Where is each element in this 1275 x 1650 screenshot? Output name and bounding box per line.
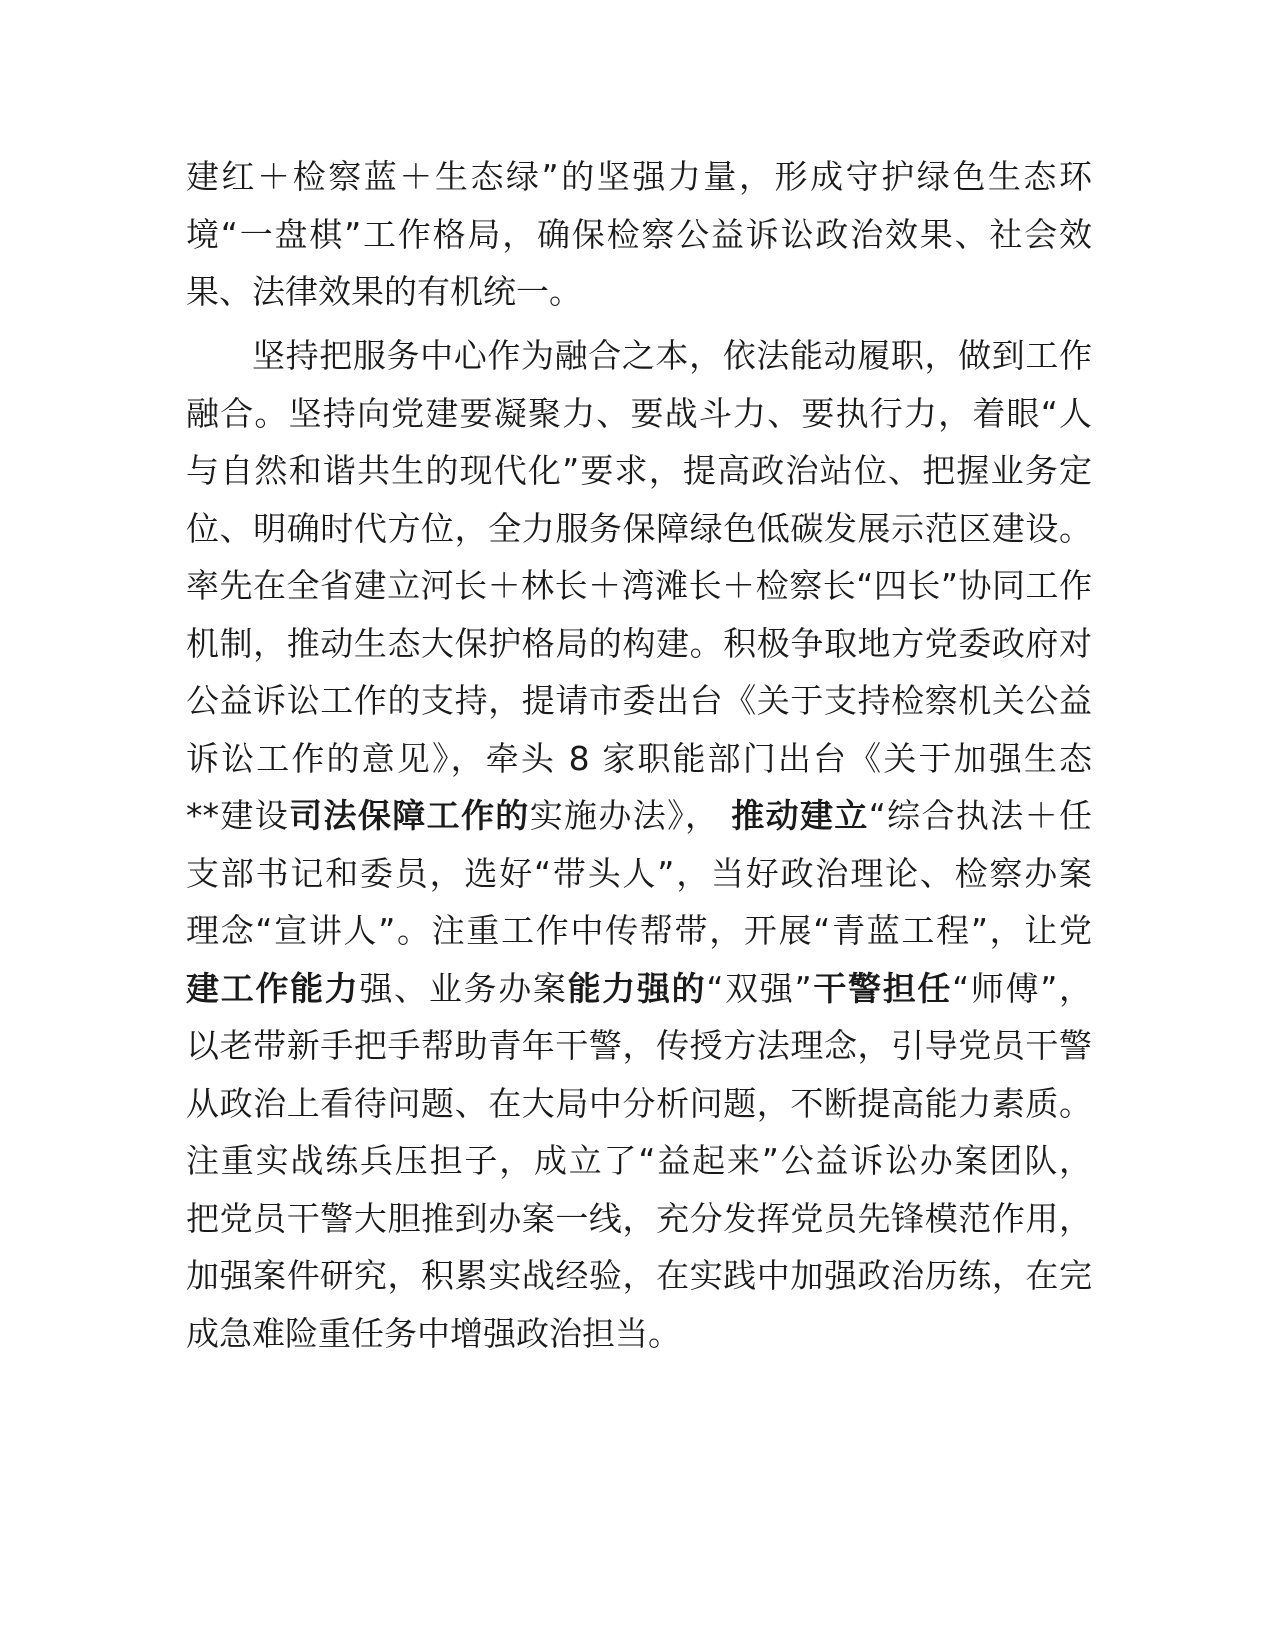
text-line: 坚持把服务中心作为融合之本，依法能动履职，做到工作 (252, 336, 1092, 375)
text-line: 果、法律效果的有机统一。 (186, 272, 582, 311)
text-line: 与自然和谐共生的现代化”要求，提高政治站位、把握业务定 (186, 451, 1092, 490)
text-line: 从政治上看待问题、在大局中分析问题，不断提高能力素质。 (186, 1083, 1092, 1123)
bold-fragment: 建工作能力 (186, 968, 360, 1008)
text-line: 境“一盘棋”工作格局，确保检察公益诉讼政治效果、社会效 (186, 214, 1092, 254)
paragraph-work-integration (186, 327, 1092, 1362)
text-line: 成急难险重任务中增强政治担当。 (186, 1313, 681, 1353)
text-line: 诉讼工作的意见》，牵头 8 家职能部门出台《关于加强生态 (186, 738, 1092, 778)
text-line: 把党员干警大胆推到办案一线，充分发挥党员先锋模范作用， (186, 1198, 1092, 1238)
text-fragment: “综合执法＋任 (868, 796, 1093, 835)
paragraph-continued (186, 148, 1092, 321)
text-line: 理念“宣讲人”。注重工作中传帮带，开展“青蓝工程”，让党 (186, 911, 1092, 950)
text-line-mixed (186, 960, 1092, 1018)
text-fragment: 强、业务办案 (359, 968, 568, 1008)
bold-fragment: 司法保障工作的 (289, 796, 530, 835)
text-line: 融合。坚持向党建要凝聚力、要战斗力、要执行力，着眼“人 (186, 393, 1092, 433)
bold-fragment: 推动建立 (731, 796, 869, 835)
text-line: 公益诉讼工作的支持，提请市委出台《关于支持检察机关公益 (186, 681, 1092, 720)
text-line: 位、明确时代方位，全力服务保障绿色低碳发展示范区建设。 (186, 508, 1092, 548)
text-line: 加强案件研究，积累实战经验，在实践中加强政治历练，在完 (186, 1256, 1092, 1295)
text-line: 建红＋检察蓝＋生态绿”的坚强力量，形成守护绿色生态环 (186, 157, 1092, 196)
text-line: 机制，推动生态大保护格局的构建。积极争取地方党委政府对 (186, 623, 1092, 663)
text-fragment: “师傅”， (952, 968, 1093, 1008)
text-line: 支部书记和委员，选好“带头人”，当好政治理论、检察办案 (186, 853, 1092, 893)
bold-fragment: 能力强的 (567, 968, 707, 1008)
text-fragment: “双强” (706, 968, 812, 1008)
text-line: 以老带新手把手帮助青年干警，传授方法理念，引导党员干警 (186, 1026, 1092, 1065)
text-line-mixed (186, 787, 1092, 845)
text-line: 率先在全省建立河长＋林长＋湾滩长＋检察长“四长”协同工作 (186, 566, 1092, 605)
text-fragment: **建设 (186, 796, 290, 835)
text-fragment: 实施办法》， (529, 796, 720, 835)
bold-fragment: 干警担任 (811, 968, 953, 1008)
text-line: 注重实战练兵压担子，成立了“益起来”公益诉讼办案团队， (186, 1141, 1092, 1180)
